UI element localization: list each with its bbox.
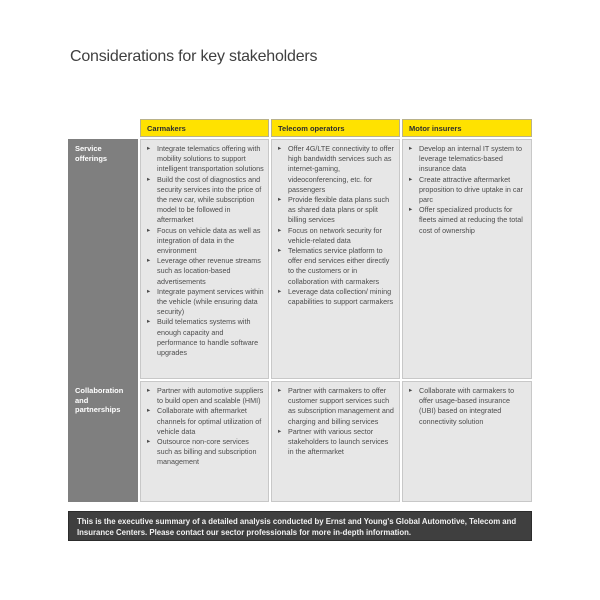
bullet-item: ▸ Partner with various sector stakeholders to launch services in the aftermarket (278, 427, 395, 458)
row-label-column (68, 139, 138, 502)
cell-service-offerings-carmakers (140, 139, 269, 379)
bullet-item: ▸ Create attractive aftermarket proposition to drive uptake in car parc (409, 175, 527, 206)
bullet-item: ▸ Focus on network security for vehicle-related data (278, 226, 395, 246)
bullet-item: ▸ Outsource non-core services such as billing and subscription management (147, 437, 264, 468)
bullet-item: ▸ Offer 4G/LTE connectivity to offer high bandwidth services such as internet-gaming, videoconferencing, etc. for passengers (278, 144, 395, 195)
bullet-item: ▸ Collaborate with aftermarket channels for optimal utilization of vehicle data (147, 406, 264, 437)
cell-service-offerings-telecom-operators (271, 139, 400, 379)
cell-collaboration-motor-insurers (402, 381, 532, 502)
stakeholders-table (68, 119, 532, 502)
cell-bullet-list (409, 386, 527, 427)
row-label-service-offerings: Service offerings (75, 144, 108, 163)
cell-collaboration-telecom-operators (271, 381, 400, 502)
bullet-item: ▸ Partner with carmakers to offer customer support services such as subscription management and charging and billing services (278, 386, 395, 427)
cell-bullet-list (147, 386, 264, 468)
table-data-grid (140, 139, 532, 502)
table-body (68, 139, 532, 502)
column-header-carmakers: Carmakers (140, 119, 269, 137)
bullet-item: ▸ Provide flexible data plans such as shared data plans or split billing services (278, 195, 395, 226)
bullet-item: ▸ Partner with automotive suppliers to build open and scalable (HMI) (147, 386, 264, 406)
cell-bullet-list (278, 144, 395, 307)
column-header-telecom-operators: Telecom operators (271, 119, 400, 137)
bullet-item: ▸ Build telematics systems with enough capacity and performance to handle software upgrades (147, 317, 264, 358)
table-header-row (140, 119, 532, 137)
footer-disclaimer: This is the executive summary of a detailed analysis conducted by Ernst and Young's Global Automotive, Telecom and Insurance Centers. Please contact our sector professionals for more in-depth information. (68, 511, 532, 541)
bullet-item: ▸ Telematics service platform to offer end services either directly to the customers or in collaboration with carmakers (278, 246, 395, 287)
bullet-item: ▸ Leverage data collection/ mining capabilities to support carmakers (278, 287, 395, 307)
bullet-item: ▸ Collaborate with carmakers to offer usage-based insurance (UBI) based on integrated connectivity solution (409, 386, 527, 427)
cell-service-offerings-motor-insurers (402, 139, 532, 379)
bullet-item: ▸ Build the cost of diagnostics and security services into the price of the new car, while subscription model to be followed in aftermarket (147, 175, 264, 226)
page-title: Considerations for key stakeholders (70, 48, 318, 65)
bullet-item: ▸ Develop an internal IT system to leverage telematics-based insurance data (409, 144, 527, 175)
cell-bullet-list (278, 386, 395, 457)
cell-bullet-list (147, 144, 264, 358)
column-header-motor-insurers: Motor insurers (402, 119, 532, 137)
bullet-item: ▸ Offer specialized products for fleets aimed at reducing the total cost of ownership (409, 205, 527, 236)
bullet-item: ▸ Integrate payment services within the vehicle (while ensuring data security) (147, 287, 264, 318)
bullet-item: ▸ Integrate telematics offering with mobility solutions to support intelligent transportation solutions (147, 144, 264, 175)
bullet-item: ▸ Focus on vehicle data as well as integration of data in the environment (147, 226, 264, 257)
cell-bullet-list (409, 144, 527, 236)
bullet-item: ▸ Leverage other revenue streams such as location-based advertisements (147, 256, 264, 287)
row-label-collaboration-partnerships: Collaboration and partnerships (75, 386, 124, 414)
cell-collaboration-carmakers (140, 381, 269, 502)
